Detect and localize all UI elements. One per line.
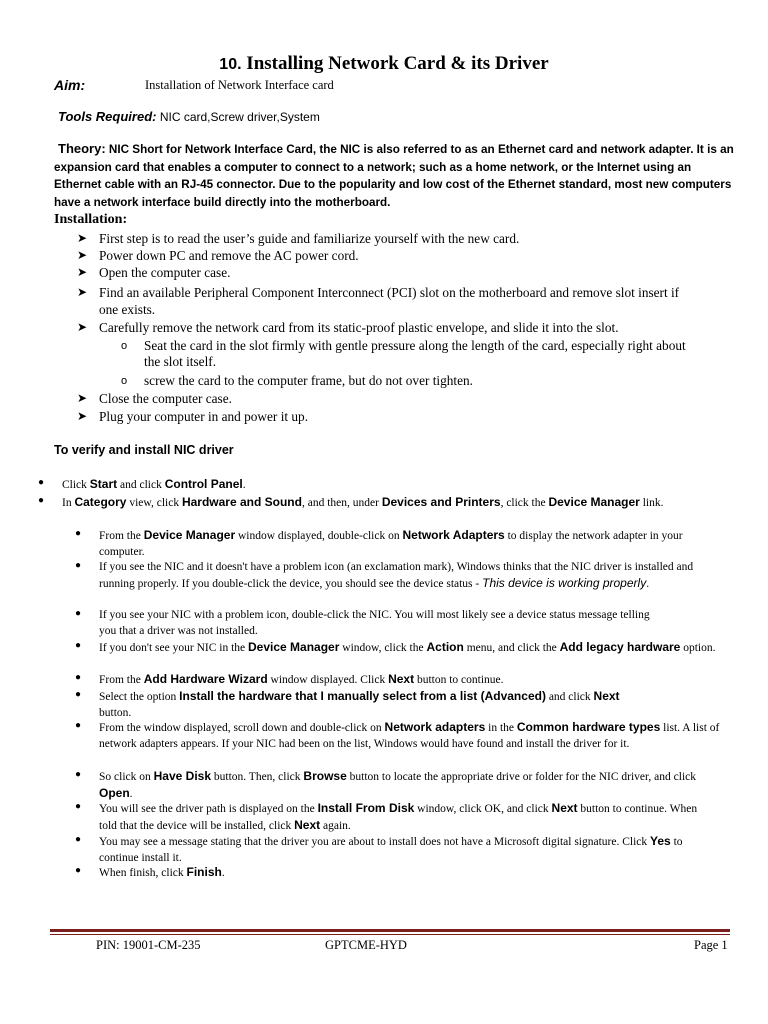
- bullet-dot-icon: ●: [75, 801, 82, 812]
- driver-substep: ● You will see the driver path is displayed on the Install From Disk window, click OK, and click Next button to continue. When told that the device will be installed, click Next again.: [75, 801, 698, 832]
- bullet-dot-icon: ●: [75, 640, 82, 651]
- driver-bullet: ● Click Start and click Control Panel.: [38, 477, 246, 491]
- verify-heading: To verify and install NIC driver: [54, 443, 234, 457]
- bullet-dot-icon: ●: [75, 672, 82, 683]
- circle-bullet-icon: o: [121, 375, 128, 387]
- install-step: ➤ Find an available Peripheral Component Interconnect (PCI) slot on the motherboard and remove slot insert if one exists.: [77, 285, 680, 317]
- title-number: 10.: [219, 56, 242, 73]
- tools-colon: :: [152, 109, 157, 124]
- page-title: [0, 53, 768, 75]
- driver-substep: ● If you see your NIC with a problem icon, double-click the NIC. You will most likely see a device status message telling you that a driver was not installed.: [75, 608, 650, 637]
- install-substep: o screw the card to the computer frame, but do not over tighten.: [121, 373, 473, 388]
- tools-required: [58, 109, 320, 124]
- footer-pin: PIN: 19001-CM-235: [96, 938, 201, 952]
- tools-label: Tools Required: [58, 109, 153, 124]
- arrow-bullet-icon: ➤: [77, 231, 88, 245]
- bullet-dot-icon: ●: [38, 477, 45, 488]
- footer-rule-thin: [50, 934, 730, 935]
- driver-substep: ● If you don't see your NIC in the Device Manager window, click the Action menu, and click the Add legacy hardware option.: [75, 640, 716, 654]
- arrow-bullet-icon: ➤: [77, 391, 88, 405]
- bullet-dot-icon: ●: [75, 689, 82, 700]
- driver-substep: ● So click on Have Disk button. Then, click Browse button to locate the appropriate drive or folder for the NIC driver, and click Open.: [75, 769, 696, 800]
- title-text: Installing Network Card & its Driver: [241, 53, 549, 74]
- tools-text: NIC card,Screw driver,System: [156, 110, 320, 124]
- footer-rule-thick: [50, 929, 730, 932]
- bullet-dot-icon: ●: [75, 608, 82, 619]
- circle-bullet-icon: o: [121, 340, 128, 352]
- arrow-bullet-icon: ➤: [77, 320, 88, 334]
- install-substep: o Seat the card in the slot firmly with gentle pressure along the length of the card, especially right about the slot itself.: [121, 338, 686, 369]
- arrow-bullet-icon: ➤: [77, 285, 88, 299]
- install-step: ➤ Plug your computer in and power it up.: [77, 409, 309, 424]
- install-step: ➤ Carefully remove the network card from its static-proof plastic envelope, and slide it into the slot.: [77, 320, 619, 335]
- driver-substep: ● From the Add Hardware Wizard window displayed. Click Next button to continue.: [75, 672, 504, 686]
- bullet-dot-icon: ●: [75, 865, 82, 876]
- arrow-bullet-icon: ➤: [77, 265, 88, 279]
- bullet-dot-icon: ●: [75, 528, 82, 539]
- bullet-dot-icon: ●: [75, 560, 82, 571]
- driver-substep: ● When finish, click Finish.: [75, 865, 225, 879]
- arrow-bullet-icon: ➤: [77, 409, 88, 423]
- bullet-dot-icon: ●: [38, 495, 45, 506]
- arrow-bullet-icon: ➤: [77, 248, 88, 262]
- theory-label: Theory:: [58, 141, 106, 156]
- aim-text: Installation of Network Interface card: [145, 78, 334, 92]
- footer-college: GPTCME-HYD: [325, 938, 407, 952]
- bullet-dot-icon: ●: [75, 769, 82, 780]
- install-step: ➤ Close the computer case.: [77, 391, 232, 406]
- driver-substep: ● Select the option Install the hardware that I manually select from a list (Advanced) and click Next button.: [75, 689, 620, 719]
- installation-heading: Installation:: [54, 212, 128, 227]
- bullet-dot-icon: ●: [75, 834, 82, 845]
- driver-substep: ● From the Device Manager window displayed, double-click on Network Adapters to display the network adapter in your computer.: [75, 528, 683, 558]
- theory-paragraph: [54, 140, 734, 211]
- driver-substep: ● You may see a message stating that the driver you are about to install does not have a Microsoft digital signature. Click Yes to continue install it.: [75, 834, 683, 864]
- driver-bullet: ● In Category view, click Hardware and Sound, and then, under Devices and Printers, click the Device Manager link.: [38, 495, 664, 509]
- install-step: ➤ Open the computer case.: [77, 265, 231, 280]
- driver-substep: ● If you see the NIC and it doesn't have a problem icon (an exclamation mark), Windows thinks that the NIC driver is installed and running properly. If you double-click the device, you should see the device status - This device is working properly.: [75, 560, 694, 590]
- install-step: ➤ Power down PC and remove the AC power cord.: [77, 248, 359, 263]
- install-step: ➤ First step is to read the user’s guide and familiarize yourself with the new card.: [77, 231, 520, 246]
- theory-text: NIC Short for Network Interface Card, the NIC is also referred to as an Ethernet card and network adapter. It is an expansion card that enables a computer to connect to a network; such as a home network, or the Internet using an Ethernet cable with an RJ-45 connector. Due to the popularity and low cost of the Ethernet standard, most new computers have a network interface build directly into the motherboard.: [54, 143, 734, 209]
- aim-label: Aim:: [54, 77, 86, 93]
- driver-substep: ● From the window displayed, scroll down and double-click on Network adapters in the Common hardware types list. A list of network adapters appears. If your NIC had been on the list, Windows would have found and install the driver for it.: [75, 720, 720, 750]
- footer-page-number: Page 1: [694, 938, 728, 952]
- bullet-dot-icon: ●: [75, 720, 82, 731]
